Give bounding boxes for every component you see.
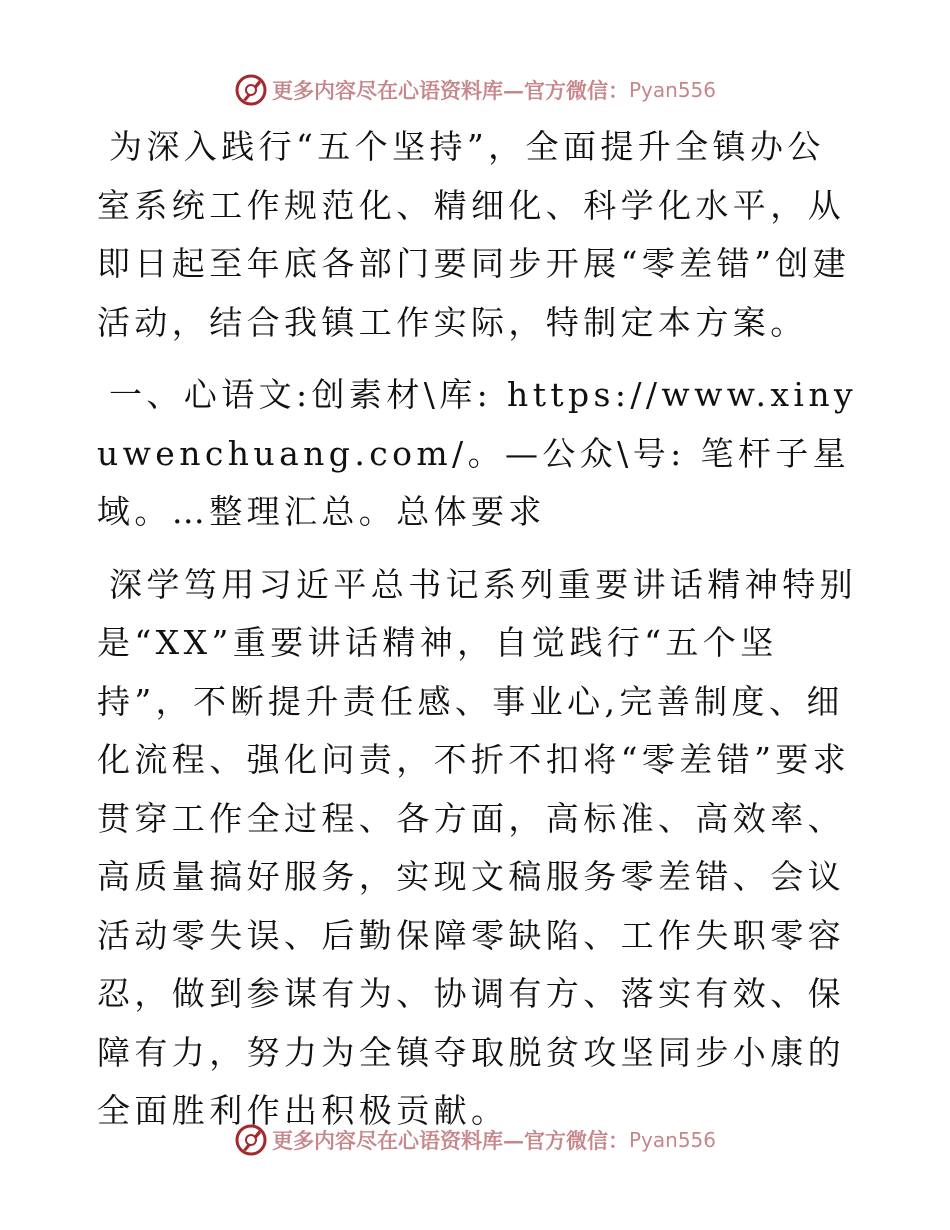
quill-logo-icon (234, 73, 268, 107)
paragraph-requirements (97, 556, 857, 1141)
footer-promo-text: 更多内容尽在心语资料库—官方微信： (271, 1128, 629, 1153)
paragraph-intro-text: 为深入践行“五个坚持”，全面提升全镇办公室系统工作规范化、精细化、科学化水平，从即日起至年底各部门要同步开展“零差错”创建活动，结合我镇工作实际，特制定本方案。 (97, 127, 851, 342)
header-watermark-banner (0, 70, 950, 110)
section-heading-general-requirements (97, 366, 857, 542)
header-promo-text: 更多内容尽在心语资料库—官方微信： (271, 78, 629, 103)
quill-logo-icon (234, 1123, 268, 1157)
footer-wechat-id: Pyan556 (628, 1128, 716, 1152)
section-heading-text: 一、心语文:创素材\库: https://www.xinyuwenchuang.com/。—公众\号: 笔杆子星域。…整理汇总。总体要求 (97, 375, 858, 531)
header-wechat-id: Pyan556 (628, 78, 716, 102)
paragraph-intro (97, 118, 857, 352)
paragraph-requirements-text: 深学笃用习近平总书记系列重要讲话精神特别是“XX”重要讲话精神，自觉践行“五个坚持”，不断提升责任感、事业心,完善制度、细化流程、强化问责，不折不扣将“零差错”要求贯穿工作全过程、各方面，高标准、高效率、高质量搞好服务，实现文稿服务零差错、会议活动零失误、后勤保障零缺陷、工作失职零容忍，做到参谋有为、协调有方、落实有效、保障有力，努力为全镇夺取脱贫攻坚同步小康的全面胜利作出积极贡献。 (97, 564, 857, 1130)
footer-watermark-banner (0, 1120, 950, 1160)
document-body (97, 118, 857, 1141)
